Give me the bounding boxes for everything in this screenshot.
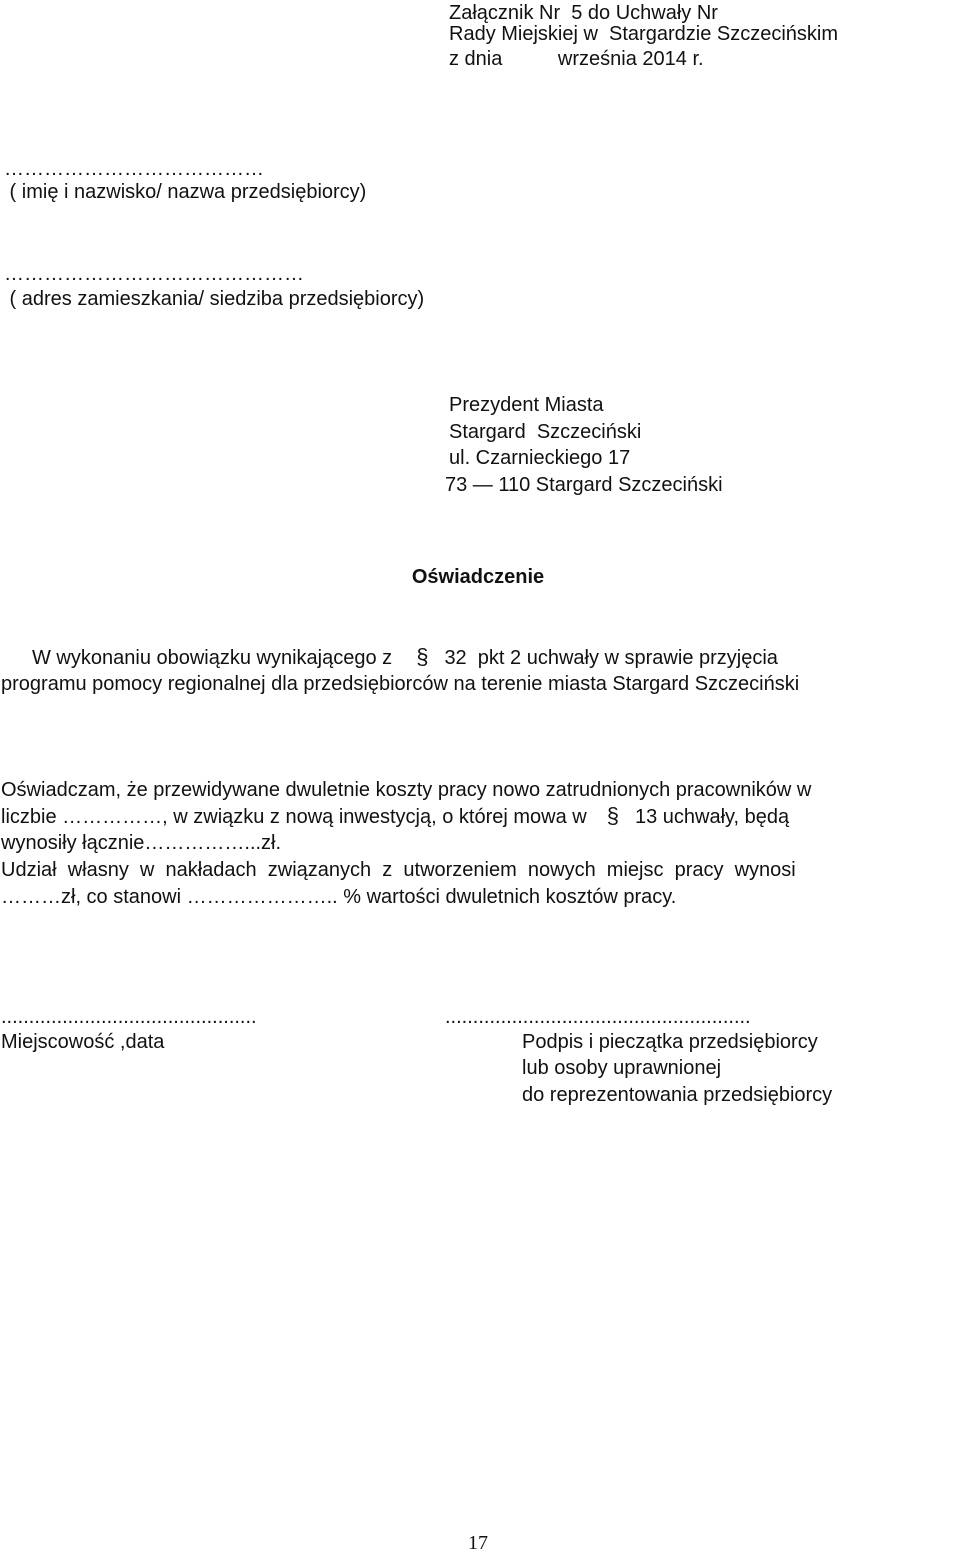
section-sign-icon: § — [606, 803, 619, 828]
signature-label-line-2: lub osoby uprawnionej — [522, 1057, 722, 1079]
applicant-address-label: ( adres zamieszkania/ siedziba przedsiębiorcy) — [4, 288, 425, 310]
recipient-line-1: Prezydent Miasta — [449, 394, 604, 416]
recipient-line-4: 73 — 110 Stargard Szczeciński — [445, 474, 723, 496]
place-date-label: Miejscowość ,data — [1, 1031, 165, 1053]
intro-line-1-text-b: 32 pkt 2 uchwały w sprawie przyjęcia — [444, 647, 778, 669]
recipient-line-2: Stargard Szczeciński — [449, 421, 642, 443]
statement-line-5: ………zł, co stanowi ………………….. % wartości dwuletnich kosztów pracy. — [1, 886, 677, 908]
statement-line-4: Udział własny w nakładach związanych z utworzeniem nowych miejsc pracy wynosi — [1, 859, 796, 881]
signature-dots: ....................................................... — [445, 1006, 751, 1028]
statement-line-2-text-a: liczbie ……………, w związku z nową inwestycją, o której mowa w — [1, 806, 587, 828]
place-date-dots: .............................................. — [1, 1006, 257, 1028]
recipient-line-3: ul. Czarnieckiego 17 — [449, 447, 631, 469]
section-sign-icon: § — [416, 644, 429, 669]
statement-line-1: Oświadczam, że przewidywane dwuletnie koszty pracy nowo zatrudnionych pracowników w — [1, 779, 812, 801]
statement-line-2 — [1, 804, 789, 829]
statement-line-3: wynosiły łącznie……………...zł. — [1, 832, 282, 854]
applicant-address-dots: ……………………………………… — [4, 263, 304, 285]
intro-line-2: programu pomocy regionalnej dla przedsiębiorców na terenie miasta Stargard Szczeciński — [1, 673, 800, 695]
applicant-name-dots: ………………………………… — [4, 158, 264, 180]
attachment-line-1: Załącznik Nr 5 do Uchwały Nr — [449, 2, 718, 24]
intro-line-1-text-a: W wykonaniu obowiązku wynikającego z — [32, 647, 393, 669]
document-title: Oświadczenie — [411, 566, 545, 588]
attachment-line-2: Rady Miejskiej w Stargardzie Szczecińskim — [449, 23, 839, 45]
attachment-line-3: z dnia września 2014 r. — [449, 48, 704, 70]
signature-label-line-1: Podpis i pieczątka przedsiębiorcy — [522, 1031, 818, 1053]
signature-label-line-3: do reprezentowania przedsiębiorcy — [522, 1084, 833, 1106]
statement-line-2-text-b: 13 uchwały, będą — [634, 806, 790, 828]
applicant-name-label: ( imię i nazwisko/ nazwa przedsiębiorcy) — [4, 181, 367, 203]
page-number: 17 — [468, 1532, 488, 1554]
intro-line-1 — [32, 645, 778, 670]
